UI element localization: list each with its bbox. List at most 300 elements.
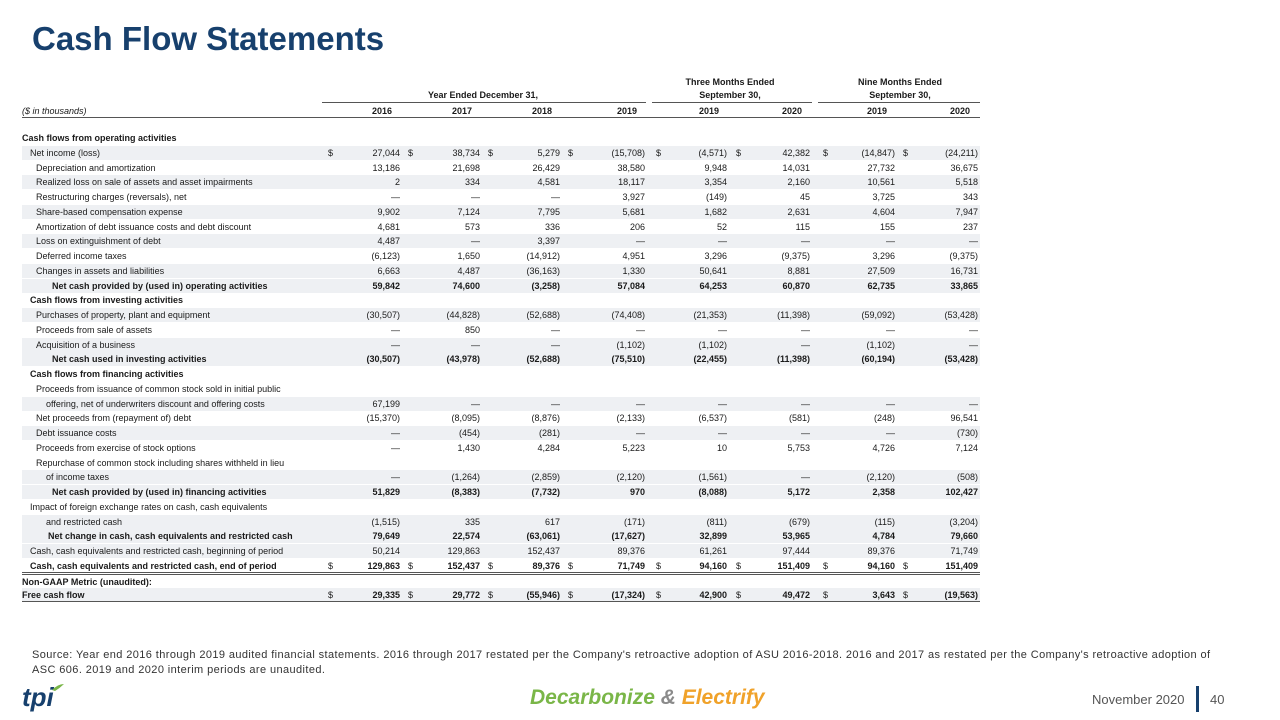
row-value-col-3: 4,951 <box>622 251 645 261</box>
table-row <box>22 500 980 514</box>
row-value-col-5: (9,375) <box>781 251 810 261</box>
dollar-sign: $ <box>736 560 742 571</box>
row-value-col-5: (679) <box>788 516 810 527</box>
dollar-sign: $ <box>656 560 662 571</box>
table-row <box>22 220 980 234</box>
row-value-col-0: 9,902 <box>377 206 400 217</box>
dollar-sign: $ <box>656 590 662 601</box>
dollar-sign: $ <box>488 560 494 571</box>
header-group-three-months-line2: September 30, <box>699 90 761 100</box>
row-value-col-4: (4,571) <box>698 147 727 158</box>
row-value-col-2: (36,163) <box>526 265 560 276</box>
table-row <box>22 279 980 293</box>
table-row <box>22 559 980 573</box>
row-value-col-0: (30,507) <box>366 354 400 365</box>
row-value-col-7: 36,675 <box>950 162 978 173</box>
row-value-col-7: (53,428) <box>944 354 978 365</box>
table-row <box>22 234 980 248</box>
row-value-col-0: 51,829 <box>372 487 400 497</box>
slogan-decarbonize: Decarbonize <box>530 686 655 709</box>
dollar-sign: $ <box>823 560 829 571</box>
row-value-col-6: (248) <box>873 413 895 424</box>
row-value-col-4: 10 <box>716 442 727 453</box>
row-value-col-5: 2,160 <box>787 177 810 188</box>
row-value-col-7: 33,865 <box>950 280 978 291</box>
row-label: Cash flows from financing activities <box>30 369 184 379</box>
row-value-col-0: (6,123) <box>371 251 400 261</box>
row-value-col-1: 335 <box>464 516 480 527</box>
row-value-col-3: (17,324) <box>611 590 645 601</box>
row-value-col-2: — <box>551 324 560 335</box>
row-value-col-5: — <box>801 339 810 350</box>
row-value-col-1: 4,487 <box>457 265 480 276</box>
row-value-col-3: (171) <box>623 516 645 527</box>
row-value-col-3: 3,927 <box>622 192 645 202</box>
dollar-sign: $ <box>568 560 574 571</box>
row-value-col-7: 237 <box>962 221 978 232</box>
row-value-col-6: (2,120) <box>866 472 895 483</box>
row-label: Impact of foreign exchange rates on cash, cash equivalents <box>30 501 268 512</box>
row-value-col-6: 3,725 <box>872 192 895 202</box>
row-value-col-5: 115 <box>795 221 810 232</box>
row-value-col-0: — <box>391 324 400 335</box>
row-value-col-1: (44,828) <box>446 310 480 320</box>
dollar-sign: $ <box>568 147 574 158</box>
row-value-col-5: — <box>801 398 810 409</box>
row-value-col-5: — <box>801 428 810 438</box>
row-value-col-4: — <box>718 324 727 335</box>
row-value-col-4: (811) <box>706 516 727 527</box>
dollar-sign: $ <box>903 590 909 601</box>
row-value-col-0: 27,044 <box>372 147 400 158</box>
row-label: Net cash provided by (used in) financing activities <box>52 487 267 497</box>
table-row <box>22 308 980 322</box>
row-value-col-0: 59,842 <box>372 280 400 291</box>
source-note: Source: Year end 2016 through 2019 audited financial statements. 2016 through 2017 restated per the Company's retroactive adoption of ASU 2016-2018. 2016 and 2017 as restated per the Company's retroactive adoption of ASC 606. 2019 and 2020 interim periods are unaudited. <box>32 649 1211 676</box>
table-row <box>22 190 980 204</box>
dollar-sign: $ <box>328 560 334 571</box>
row-value-col-1: 1,650 <box>457 251 480 261</box>
header-group-nine-months-line1: Nine Months Ended <box>858 77 942 87</box>
row-value-col-5: — <box>801 472 810 483</box>
row-value-col-6: — <box>886 236 895 247</box>
row-value-col-5: — <box>801 236 810 247</box>
row-value-col-6: 27,732 <box>867 162 895 173</box>
row-value-col-1: 334 <box>464 177 480 188</box>
table-row <box>22 338 980 352</box>
row-value-col-2: (3,258) <box>531 280 560 291</box>
table-row <box>22 175 980 189</box>
row-label: Purchases of property, plant and equipment <box>36 310 210 320</box>
table-row <box>22 515 980 529</box>
row-value-col-4: 1,682 <box>704 206 727 217</box>
row-value-col-1: 38,734 <box>452 147 480 158</box>
dollar-sign: $ <box>408 147 414 158</box>
row-label: Net cash provided by (used in) operating activities <box>52 280 268 291</box>
row-label: Depreciation and amortization <box>36 162 156 173</box>
row-value-col-3: (1,102) <box>616 339 645 350</box>
dollar-sign: $ <box>488 590 494 601</box>
row-label: Changes in assets and liabilities <box>36 265 165 276</box>
row-value-col-0: 4,681 <box>377 221 400 232</box>
row-value-col-2: 3,397 <box>537 236 560 247</box>
row-value-col-1: 29,772 <box>452 590 480 601</box>
dollar-sign: $ <box>488 147 494 158</box>
row-value-col-7: 102,427 <box>945 487 978 497</box>
tpi-logo <box>22 682 66 717</box>
table-row <box>22 441 980 455</box>
row-value-col-5: 5,172 <box>787 487 810 497</box>
header-group-nine-months-line2: September 30, <box>869 90 931 100</box>
row-label: Repurchase of common stock including shares withheld in lieu <box>36 457 285 468</box>
table-row <box>22 485 980 499</box>
row-value-col-1: 74,600 <box>452 280 480 291</box>
row-value-col-2: — <box>551 339 560 350</box>
row-value-col-3: — <box>636 428 645 438</box>
row-value-col-1: 22,574 <box>452 531 480 542</box>
row-value-col-4: (1,561) <box>698 472 727 483</box>
row-label: Debt issuance costs <box>36 428 117 438</box>
row-value-col-1: 21,698 <box>452 162 480 173</box>
row-value-col-2: (281) <box>538 428 560 438</box>
row-value-col-6: (59,092) <box>861 310 895 320</box>
row-value-col-6: (60,194) <box>861 354 895 365</box>
row-value-col-2: 336 <box>544 221 560 232</box>
row-value-col-2: — <box>551 398 560 409</box>
row-value-col-0: 6,663 <box>377 265 400 276</box>
row-label: offering, net of underwriters discount and offering costs <box>46 398 265 409</box>
row-value-col-3: (15,708) <box>611 147 645 158</box>
row-value-col-2: 152,437 <box>527 546 560 556</box>
row-value-col-1: — <box>471 236 480 247</box>
row-value-col-0: 2 <box>394 177 400 188</box>
row-value-col-1: 573 <box>464 221 480 232</box>
row-value-col-0: — <box>391 339 400 350</box>
header-underline-three <box>652 102 812 103</box>
row-label: Proceeds from sale of assets <box>36 324 153 335</box>
row-value-col-0: 67,199 <box>372 398 400 409</box>
row-value-col-6: 4,784 <box>872 531 895 542</box>
row-value-col-2: (55,946) <box>526 590 560 601</box>
row-value-col-1: (8,095) <box>451 413 480 424</box>
page-title: Cash Flow Statements <box>32 20 385 57</box>
row-value-col-3: (2,133) <box>616 413 645 424</box>
row-value-col-4: 64,253 <box>699 280 727 291</box>
dollar-sign: $ <box>328 590 334 601</box>
row-value-col-3: 38,580 <box>617 162 645 173</box>
row-value-col-3: (74,408) <box>611 310 645 320</box>
row-value-col-4: 50,641 <box>699 265 727 276</box>
table-row <box>22 544 980 558</box>
row-value-col-3: — <box>636 324 645 335</box>
row-label: Deferred income taxes <box>36 251 127 261</box>
row-value-col-3: 5,223 <box>622 442 645 453</box>
row-value-col-0: — <box>391 472 400 483</box>
row-value-col-7: 16,731 <box>950 265 978 276</box>
row-value-col-2: (52,688) <box>526 354 560 365</box>
row-value-col-4: — <box>718 236 727 247</box>
row-label: Loss on extinguishment of debt <box>36 236 161 247</box>
row-value-col-6: 10,561 <box>867 177 895 188</box>
row-value-col-6: 62,735 <box>867 280 895 291</box>
row-value-col-5: 14,031 <box>782 162 810 173</box>
row-value-col-7: — <box>969 339 978 350</box>
row-value-col-7: 5,518 <box>955 177 978 188</box>
table-row <box>22 470 980 484</box>
units-label: ($ in thousands) <box>22 106 87 116</box>
year-header-0: 2016 <box>371 106 393 116</box>
row-value-col-0: (1,515) <box>371 516 400 527</box>
row-value-col-5: 8,881 <box>787 265 810 276</box>
row-value-col-7: — <box>969 236 978 247</box>
row-value-col-1: (8,383) <box>451 487 480 497</box>
row-value-col-0: 129,863 <box>367 560 400 571</box>
table-row <box>22 161 980 175</box>
row-value-col-6: 4,604 <box>872 206 895 217</box>
year-header-7: 2020 <box>949 106 971 116</box>
table-row <box>22 146 980 160</box>
row-value-col-5: 5,753 <box>787 442 810 453</box>
table-row <box>22 426 980 440</box>
row-value-col-7: 7,124 <box>955 442 978 453</box>
row-value-col-2: 5,279 <box>537 147 560 158</box>
footer-divider <box>1196 686 1199 712</box>
row-value-col-3: 206 <box>629 221 645 232</box>
dollar-sign: $ <box>736 147 742 158</box>
section-header-row <box>22 131 980 145</box>
row-value-col-3: 5,681 <box>622 206 645 217</box>
row-value-col-7: 343 <box>962 192 978 202</box>
row-value-col-4: 94,160 <box>699 560 727 571</box>
row-value-col-2: (52,688) <box>526 310 560 320</box>
row-value-col-6: (1,102) <box>866 339 895 350</box>
dollar-sign: $ <box>656 147 662 158</box>
row-value-col-5: — <box>801 324 810 335</box>
row-value-col-7: 7,947 <box>955 206 978 217</box>
row-value-col-3: — <box>636 398 645 409</box>
row-value-col-0: 79,649 <box>372 531 400 542</box>
row-label: Cash, cash equivalents and restricted cash, beginning of period <box>30 546 284 556</box>
row-value-col-5: 60,870 <box>782 280 810 291</box>
section-header-row <box>22 574 980 588</box>
row-value-col-3: — <box>636 236 645 247</box>
row-value-col-0: 50,214 <box>372 546 400 556</box>
row-value-col-0: (30,507) <box>366 310 400 320</box>
row-value-col-4: 52 <box>716 221 727 232</box>
row-value-col-2: 7,795 <box>537 206 560 217</box>
row-value-col-2: (63,061) <box>526 531 560 542</box>
tpi-logo-text: tpi <box>22 682 54 712</box>
section-header-row <box>22 293 980 307</box>
table-row <box>22 264 980 278</box>
slogan <box>530 686 765 710</box>
table-row <box>22 205 980 219</box>
dollar-sign: $ <box>903 560 909 571</box>
row-value-col-6: — <box>886 428 895 438</box>
row-value-col-2: (8,876) <box>531 413 560 424</box>
row-value-col-7: 96,541 <box>950 413 978 424</box>
row-value-col-5: 97,444 <box>782 546 810 556</box>
row-value-col-4: 42,900 <box>699 590 727 601</box>
row-value-col-5: 2,631 <box>787 206 810 217</box>
year-header-5: 2020 <box>781 106 803 116</box>
year-header-3: 2019 <box>616 106 638 116</box>
year-header-1: 2017 <box>451 106 473 116</box>
row-value-col-3: 970 <box>629 487 645 497</box>
row-value-col-6: 155 <box>879 221 895 232</box>
row-value-col-4: (149) <box>705 192 727 202</box>
dollar-sign: $ <box>408 590 414 601</box>
row-value-col-2: 89,376 <box>532 560 560 571</box>
row-value-col-3: 57,084 <box>617 280 645 291</box>
row-value-col-2: 4,284 <box>537 442 560 453</box>
row-value-col-0: — <box>391 442 400 453</box>
row-label: Amortization of debt issuance costs and debt discount <box>36 221 252 232</box>
row-value-col-7: (19,563) <box>944 590 978 601</box>
year-header-4: 2019 <box>698 106 720 116</box>
row-value-col-6: — <box>886 398 895 409</box>
row-value-col-3: 71,749 <box>617 560 645 571</box>
row-label: Non-GAAP Metric (unaudited): <box>22 576 152 587</box>
row-value-col-4: 61,261 <box>699 546 727 556</box>
row-value-col-0: — <box>391 192 400 202</box>
row-value-col-4: (1,102) <box>698 339 727 350</box>
row-value-col-7: 71,749 <box>950 546 978 556</box>
row-value-col-7: (53,428) <box>944 310 978 320</box>
row-value-col-0: (15,370) <box>366 413 400 424</box>
row-value-col-2: 26,429 <box>532 162 560 173</box>
row-value-col-1: 7,124 <box>457 206 480 217</box>
row-value-col-0: — <box>391 428 400 438</box>
table-row <box>22 411 980 425</box>
row-value-col-3: (75,510) <box>611 354 645 365</box>
row-value-col-7: — <box>969 324 978 335</box>
table-row <box>22 382 980 396</box>
dollar-sign: $ <box>328 147 334 158</box>
row-value-col-5: 151,409 <box>777 560 810 571</box>
row-value-col-6: 4,726 <box>872 442 895 453</box>
slogan-ampersand: & <box>654 686 682 709</box>
header-group-three-months-line1: Three Months Ended <box>685 77 775 87</box>
row-value-col-7: (730) <box>956 428 978 438</box>
row-value-col-1: 152,437 <box>447 560 480 571</box>
row-value-col-1: — <box>471 192 480 202</box>
row-value-col-0: 13,186 <box>372 162 400 173</box>
row-value-col-3: (2,120) <box>616 472 645 483</box>
header-underline-year <box>322 102 646 103</box>
row-value-col-5: (581) <box>788 413 810 424</box>
row-value-col-1: 1,430 <box>457 442 480 453</box>
row-value-col-6: (14,847) <box>861 147 895 158</box>
row-label: and restricted cash <box>46 516 123 527</box>
table-row <box>22 397 980 411</box>
row-value-col-4: — <box>718 428 727 438</box>
row-label: of income taxes <box>46 472 110 483</box>
row-label: Net cash used in investing activities <box>52 354 207 365</box>
row-value-col-6: 3,296 <box>872 251 895 261</box>
row-value-col-1: 129,863 <box>447 546 480 556</box>
row-value-col-6: 89,376 <box>867 546 895 556</box>
row-value-col-2: (14,912) <box>526 251 560 261</box>
year-header-underline <box>22 117 980 118</box>
row-value-col-2: (7,732) <box>531 487 560 497</box>
row-value-col-1: (454) <box>458 428 480 438</box>
row-value-col-0: 4,487 <box>377 236 400 247</box>
dollar-sign: $ <box>823 147 829 158</box>
row-value-col-7: 79,660 <box>950 531 978 542</box>
table-row <box>22 529 980 543</box>
row-value-col-7: (508) <box>956 472 978 483</box>
row-value-col-5: (11,398) <box>776 354 810 365</box>
row-value-col-4: 3,354 <box>704 177 727 188</box>
page-number: 40 <box>1210 692 1225 707</box>
row-value-col-6: 3,643 <box>872 590 895 601</box>
row-value-col-4: — <box>718 398 727 409</box>
row-value-col-3: 89,376 <box>617 546 645 556</box>
row-label: Net proceeds from (repayment of) debt <box>36 413 192 424</box>
row-value-col-6: 94,160 <box>867 560 895 571</box>
row-value-col-2: — <box>551 192 560 202</box>
row-value-col-1: 850 <box>464 324 480 335</box>
row-value-col-3: 18,117 <box>618 177 645 188</box>
row-value-col-4: (8,088) <box>698 487 727 497</box>
year-header-6: 2019 <box>866 106 888 116</box>
table-row <box>22 456 980 470</box>
header-group-year-ended: Year Ended December 31, <box>427 90 539 100</box>
row-label: Cash flows from operating activities <box>22 133 177 143</box>
row-value-col-6: 2,358 <box>872 487 895 497</box>
year-header-2: 2018 <box>531 106 553 116</box>
row-value-col-4: 9,948 <box>704 162 727 173</box>
section-header-row <box>22 367 980 381</box>
row-label: Proceeds from exercise of stock options <box>36 442 196 453</box>
row-label: Cash flows from investing activities <box>30 295 184 306</box>
table-row <box>22 588 980 602</box>
row-value-col-7: (9,375) <box>949 251 978 261</box>
row-value-col-1: (1,264) <box>451 472 480 483</box>
row-value-col-7: (24,211) <box>945 147 978 158</box>
row-label: Acquisition of a business <box>36 339 136 350</box>
row-value-col-1: — <box>471 398 480 409</box>
row-label: Net income (loss) <box>30 147 101 158</box>
row-value-col-2: 617 <box>544 516 560 527</box>
row-value-col-5: 49,472 <box>782 590 810 601</box>
table-row <box>22 352 980 366</box>
row-value-col-0: 29,335 <box>372 590 400 601</box>
footer-date: November 2020 <box>1092 692 1185 707</box>
dollar-sign: $ <box>823 590 829 601</box>
row-value-col-7: 151,409 <box>945 560 978 571</box>
row-value-col-5: (11,398) <box>777 310 810 320</box>
row-value-col-5: 45 <box>799 192 810 202</box>
header-underline-nine <box>818 102 980 103</box>
row-value-col-4: (6,537) <box>698 413 727 424</box>
table-row <box>22 323 980 337</box>
row-value-col-6: — <box>886 324 895 335</box>
dollar-sign: $ <box>408 560 414 571</box>
dollar-sign: $ <box>568 590 574 601</box>
row-label: Realized loss on sale of assets and asset impairments <box>36 177 253 188</box>
row-value-col-3: 1,330 <box>622 265 645 276</box>
row-value-col-7: — <box>969 398 978 409</box>
row-value-col-6: 27,509 <box>867 265 895 276</box>
row-value-col-4: 32,899 <box>699 531 727 542</box>
row-value-col-7: (3,204) <box>949 516 978 527</box>
row-label: Net change in cash, cash equivalents and restricted cash <box>48 531 293 542</box>
row-label: Share-based compensation expense <box>36 206 183 217</box>
row-value-col-2: (2,859) <box>531 472 560 483</box>
row-value-col-6: (115) <box>874 516 895 527</box>
